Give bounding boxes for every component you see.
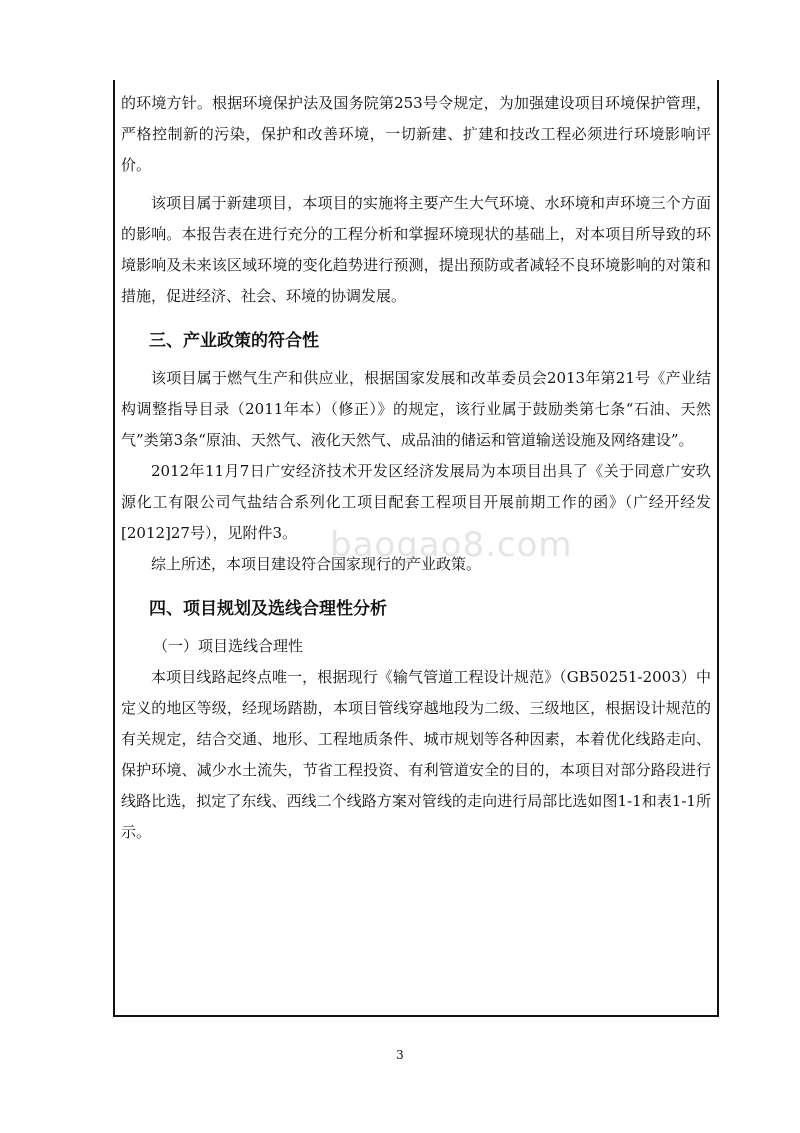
section-heading-3: 三、产业政策的符合性 (149, 331, 319, 351)
paragraph: 2012年11月7日广安经济技术开发区经济发展局为本项目出具了《关于同意广安玖源化工有限公司气盐结合系列化工项目配套工程项目开展前期工作的函》（广经开经发[2012]27号），见附件3。 (121, 462, 711, 542)
paragraph: 该项目属于燃气生产和供应业，根据国家发展和改革委员会2013年第21号《产业结构调整指导目录（2011年本）（修正）》的规定，该行业属于鼓励类第七条“石油、天然气”类第3条“原油、天然气、液化天然气、成品油的储运和管道输送设施及网络建设”。 (121, 369, 711, 449)
subsection-heading: （一）项目选线合理性 (153, 637, 304, 655)
watermark: baogao8.com (330, 525, 573, 565)
section-heading-4: 四、项目规划及选线合理性分析 (149, 599, 387, 619)
paragraph: 的环境方针。根据环境保护法及国务院第253号令规定，为加强建设项目环境保护管理，严格控制新的污染，保护和改善环境，一切新建、扩建和技改工程必须进行环境影响评价。 (121, 94, 711, 174)
paragraph: 本项目线路起终点唯一，根据现行《输气管道工程设计规范》（GB50251-2003）中定义的地区等级，经现场踏勘，本项目管线穿越地段为二级、三级地区，根据设计规范的有关规定，结合交通、地形、工程地质条件、城市规划等各种因素，本着优化线路走向、保护环境、减少水土流失，节省工程投资、有利管道安全的目的，本项目对部分路段进行线路比选，拟定了东线、西线二个线路方案对管线的走向进行局部比选如图1-1和表1-1所示。 (121, 668, 711, 841)
paragraph: 综上所述，本项目建设符合国家现行的产业政策。 (151, 555, 482, 573)
document-body (121, 88, 711, 848)
page-number: 3 (396, 1048, 404, 1062)
paragraph: 该项目属于新建项目，本项目的实施将主要产生大气环境、水环境和声环境三个方面的影响。本报告表在进行充分的工程分析和掌握环境现状的基础上，对本项目所导致的环境影响及未来该区域环境的变化趋势进行预测，提出预防或者减轻不良环境影响的对策和措施，促进经济、社会、环境的协调发展。 (121, 194, 711, 305)
